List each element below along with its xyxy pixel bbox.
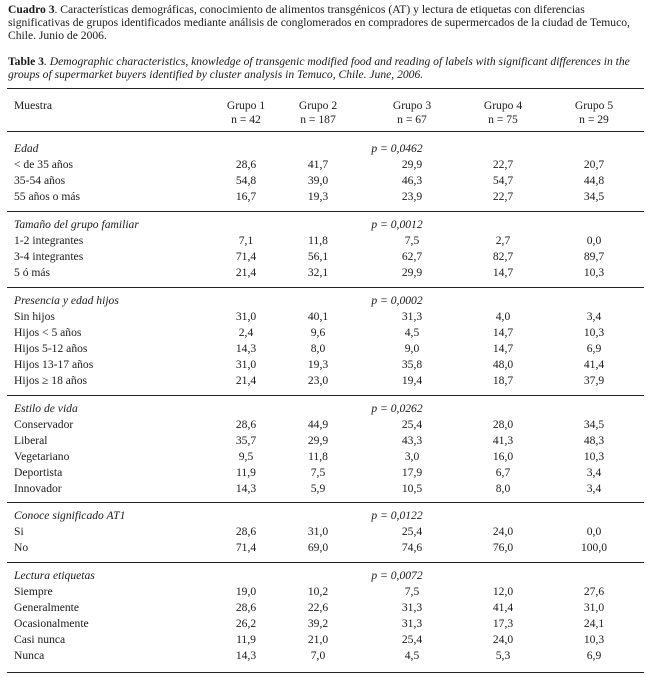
section-p-value: p = 0,0122 (371, 509, 423, 522)
header-group-name: Grupo 5 (574, 99, 614, 112)
table-cell-value: 41,7 (307, 157, 329, 171)
table-cell-value: 69,0 (307, 540, 329, 554)
table-cell-value: 10,3 (583, 449, 605, 463)
table-cell-value: 14,7 (492, 325, 514, 339)
table-cell-value: 19,4 (401, 373, 423, 387)
table-cell-value: 25,4 (401, 524, 423, 538)
table-cell-value: 4,0 (495, 309, 511, 323)
table-cell-value: 31,0 (307, 524, 329, 538)
table-cell-value: 22,7 (492, 189, 514, 203)
table-bottom-rule (7, 672, 644, 673)
table-cell-value: 44,8 (583, 173, 605, 187)
section-p-value: p = 0,0462 (371, 142, 423, 155)
header-group-name: Grupo 3 (392, 99, 432, 112)
table-cell-value: 40,1 (307, 309, 329, 323)
header-group-n: n = 75 (488, 113, 518, 126)
caption-spanish (8, 3, 644, 42)
row-label: Hijos < 5 años (14, 325, 82, 339)
row-label: Vegetariano (14, 449, 70, 463)
table-cell-value: 21,4 (235, 265, 257, 279)
table-cell-value: 48,3 (583, 433, 605, 447)
table-cell-value: 24,0 (492, 632, 514, 646)
row-label: Generalmente (14, 600, 80, 614)
table-cell-value: 29,9 (307, 433, 329, 447)
table-cell-value: 76,0 (492, 540, 514, 554)
table-cell-value: 31,3 (401, 309, 423, 323)
section-divider-rule (7, 562, 644, 563)
table-cell-value: 39,0 (307, 173, 329, 187)
table-cell-value: 5,3 (495, 648, 511, 662)
section-divider-rule (7, 211, 644, 212)
table-cell-value: 11,9 (236, 632, 256, 646)
section-p-value: p = 0,0002 (371, 294, 423, 307)
table-cell-value: 18,7 (492, 373, 514, 387)
table-cell-value: 7,1 (238, 233, 254, 247)
row-label: Siempre (14, 584, 53, 598)
table-cell-value: 10,3 (583, 632, 605, 646)
row-label: Sin hijos (14, 309, 55, 323)
table-cell-value: 14,3 (235, 341, 257, 355)
table-cell-value: 8,0 (495, 481, 511, 495)
table-cell-value: 34,5 (583, 417, 605, 431)
section-title: Tamaño del grupo familiar (14, 218, 139, 231)
table-cell-value: 6,9 (586, 341, 602, 355)
caption-english-label: Table 3 (8, 55, 44, 68)
row-label: 1-2 integrantes (14, 233, 84, 247)
table-cell-value: 11,9 (236, 465, 256, 479)
table-cell-value: 24,0 (492, 524, 514, 538)
section-title: Conoce significado AT1 (14, 509, 126, 522)
row-label: Nunca (14, 648, 45, 662)
table-cell-value: 6,7 (495, 465, 511, 479)
section-p-value: p = 0,0072 (371, 569, 423, 582)
table-cell-value: 6,9 (586, 648, 602, 662)
table-cell-value: 3,0 (404, 449, 420, 463)
header-group-n: n = 187 (300, 113, 336, 126)
table-cell-value: 82,7 (492, 249, 514, 263)
table-cell-value: 74,6 (401, 540, 423, 554)
header-group-n: n = 42 (231, 113, 261, 126)
table-cell-value: 24,1 (583, 616, 605, 630)
section-title: Lectura etiquetas (14, 569, 95, 582)
table-cell-value: 35,7 (235, 433, 257, 447)
section-title: Edad (14, 142, 39, 155)
row-label: No (14, 540, 29, 554)
table-cell-value: 7,0 (310, 648, 326, 662)
table-cell-value: 19,0 (235, 584, 257, 598)
table-top-rule (7, 88, 644, 89)
table-cell-value: 31,0 (583, 600, 605, 614)
row-label: Conservador (14, 417, 74, 431)
section-title: Presencia y edad hijos (14, 294, 119, 307)
table-cell-value: 48,0 (492, 357, 514, 371)
table-cell-value: 7,5 (310, 465, 326, 479)
table-cell-value: 4,5 (404, 648, 420, 662)
table-cell-value: 35,8 (401, 357, 423, 371)
table-cell-value: 2,7 (495, 233, 511, 247)
caption-spanish-label: Cuadro 3 (8, 3, 55, 16)
table-cell-value: 14,3 (235, 481, 257, 495)
table-cell-value: 19,3 (307, 357, 329, 371)
table-cell-value: 28,6 (235, 417, 257, 431)
table-cell-value: 26,2 (235, 616, 257, 630)
table-cell-value: 27,6 (583, 584, 605, 598)
table-cell-value: 41,3 (492, 433, 514, 447)
table-cell-value: 34,5 (583, 189, 605, 203)
table-cell-value: 41,4 (583, 357, 605, 371)
table-cell-value: 23,9 (401, 189, 423, 203)
table-cell-value: 54,8 (235, 173, 257, 187)
table-cell-value: 3,4 (586, 309, 602, 323)
header-group-n: n = 67 (397, 113, 427, 126)
section-divider-rule (7, 287, 644, 288)
caption-english-text: . Demographic characteristics, knowledge of transgenic modified food and reading of labels with significant differences in the groups of supermarket buyers identified by cluster analysis in Temuco, Chile. June, 2006. (8, 55, 630, 81)
table-cell-value: 3,4 (586, 465, 602, 479)
header-group-name: Grupo 2 (298, 99, 338, 112)
table-cell-value: 10,5 (401, 481, 423, 495)
section-p-value: p = 0,0012 (371, 218, 423, 231)
table-cell-value: 71,4 (235, 540, 257, 554)
row-label: 55 años o más (14, 189, 81, 203)
table-cell-value: 28,0 (492, 417, 514, 431)
table-cell-value: 23,0 (307, 373, 329, 387)
table-cell-value: 3,4 (586, 481, 602, 495)
table-cell-value: 5,9 (310, 481, 326, 495)
table-cell-value: 29,9 (401, 265, 423, 279)
table-cell-value: 44,9 (307, 417, 329, 431)
table-cell-value: 25,4 (401, 632, 423, 646)
table-cell-value: 100,0 (580, 540, 608, 554)
table-cell-value: 32,1 (307, 265, 329, 279)
table-cell-value: 0,0 (586, 233, 602, 247)
table-cell-value: 17,3 (492, 616, 514, 630)
table-cell-value: 12,0 (492, 584, 514, 598)
section-divider-rule (7, 395, 644, 396)
row-label: Liberal (14, 433, 48, 447)
table-cell-value: 10,3 (583, 325, 605, 339)
table-cell-value: 14,7 (492, 265, 514, 279)
row-label: Hijos 5-12 años (14, 341, 88, 355)
table-cell-value: 22,7 (492, 157, 514, 171)
row-label: < de 35 años (14, 157, 74, 171)
table-cell-value: 22,6 (307, 600, 329, 614)
table-cell-value: 41,4 (492, 600, 514, 614)
table-cell-value: 14,7 (492, 341, 514, 355)
table-cell-value: 2,4 (238, 325, 254, 339)
table-cell-value: 25,4 (401, 417, 423, 431)
row-label: 3-4 integrantes (14, 249, 84, 263)
table-cell-value: 31,3 (401, 600, 423, 614)
header-group-n: n = 29 (579, 113, 609, 126)
section-divider-rule (7, 502, 644, 503)
table-cell-value: 31,0 (235, 309, 257, 323)
table-cell-value: 43,3 (401, 433, 423, 447)
table-cell-value: 37,9 (583, 373, 605, 387)
row-label: 5 ó más (14, 265, 51, 279)
section-p-value: p = 0,0262 (371, 402, 423, 415)
table-cell-value: 39,2 (307, 616, 329, 630)
table-cell-value: 7,5 (404, 584, 420, 598)
table-cell-value: 9,6 (310, 325, 326, 339)
table-cell-value: 31,0 (235, 357, 257, 371)
table-cell-value: 9,5 (238, 449, 254, 463)
table-cell-value: 21,0 (307, 632, 329, 646)
row-label: Hijos ≥ 18 años (14, 373, 88, 387)
table-cell-value: 46,3 (401, 173, 423, 187)
table-cell-value: 29,9 (401, 157, 423, 171)
row-label: Si (14, 524, 24, 538)
table-cell-value: 0,0 (586, 524, 602, 538)
row-label: 35-54 años (14, 173, 66, 187)
table-cell-value: 19,3 (307, 189, 329, 203)
table-cell-value: 28,6 (235, 157, 257, 171)
row-label: Innovador (14, 481, 62, 495)
caption-spanish-text: . Características demográficas, conocimiento de alimentos transgénicos (AT) y lectura de etiquetas con diferencias significativas de grupos identificados mediante análisis de conglomerados en compradores de supermercados de la ciudad de Temuco, Chile. Junio de 2006. (8, 3, 630, 42)
table-cell-value: 10,2 (307, 584, 329, 598)
table-cell-value: 28,6 (235, 600, 257, 614)
table-cell-value: 71,4 (235, 249, 257, 263)
row-label: Deportista (14, 465, 63, 479)
table-cell-value: 16,0 (492, 449, 514, 463)
table-cell-value: 10,3 (583, 265, 605, 279)
table-cell-value: 62,7 (401, 249, 423, 263)
table-cell-value: 31,3 (401, 616, 423, 630)
table-cell-value: 11,8 (308, 233, 328, 247)
table-cell-value: 17,9 (401, 465, 423, 479)
row-label: Casi nunca (14, 632, 66, 646)
caption-english (8, 55, 644, 81)
table-cell-value: 8,0 (310, 341, 326, 355)
table-cell-value: 11,8 (308, 449, 328, 463)
table-cell-value: 14,3 (235, 648, 257, 662)
table-cell-value: 21,4 (235, 373, 257, 387)
section-title: Estilo de vida (14, 402, 78, 415)
table-cell-value: 4,5 (404, 325, 420, 339)
table-cell-value: 56,1 (307, 249, 329, 263)
header-group-name: Grupo 4 (483, 99, 523, 112)
table-cell-value: 89,7 (583, 249, 605, 263)
table-cell-value: 20,7 (583, 157, 605, 171)
table-cell-value: 16,7 (235, 189, 257, 203)
header-group-name: Grupo 1 (226, 99, 266, 112)
row-label: Ocasionalmente (14, 616, 89, 630)
header-bottom-rule (7, 131, 644, 132)
table-cell-value: 9,0 (404, 341, 420, 355)
table-cell-value: 28,6 (235, 524, 257, 538)
table-cell-value: 54,7 (492, 173, 514, 187)
row-label: Hijos 13-17 años (14, 357, 94, 371)
header-muestra: Muestra (14, 99, 52, 112)
table-cell-value: 7,5 (404, 233, 420, 247)
